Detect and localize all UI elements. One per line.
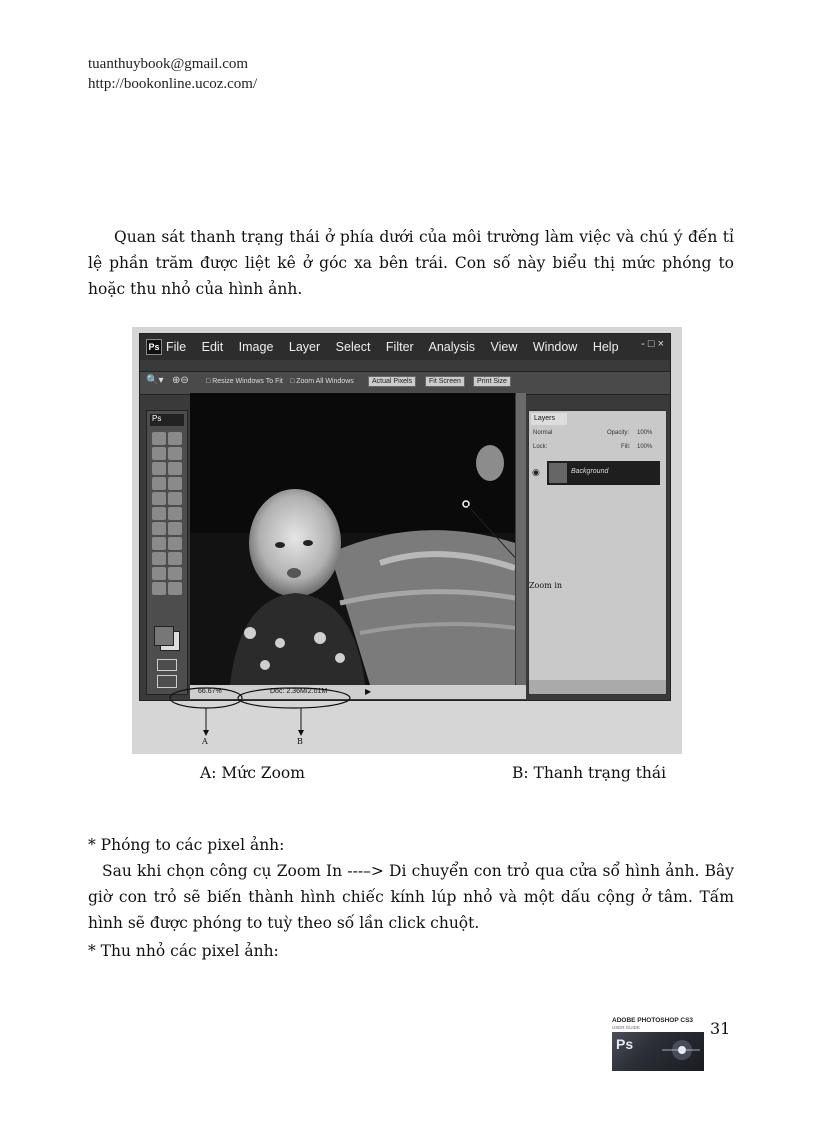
menu-window[interactable]: Window: [532, 340, 578, 354]
menu-edit[interactable]: Edit: [201, 340, 224, 354]
zoom-level[interactable]: 66.67%: [198, 688, 222, 695]
book-logo: [612, 1017, 704, 1071]
visibility-eye-icon[interactable]: ◉: [532, 468, 540, 478]
section-zoom-out-title: * Thu nhỏ các pixel ảnh:: [88, 942, 279, 960]
paragraph-zoom-in-text: Sau khi chọn công cụ Zoom In ---–> Di chuyển con trỏ qua cửa sổ hình ảnh. Bây giờ con trỏ sẽ biến thành hình chiếc kính lúp nhỏ và một dấu cộng ở tâm. Tấm hình sẽ được phóng to tuỳ theo số lần click chuột.: [88, 862, 734, 932]
layer-name: Background: [571, 468, 609, 475]
header-url: http://bookonline.ucoz.com/: [88, 76, 258, 92]
menu-select[interactable]: Select: [335, 340, 371, 354]
zoom-in-out-icon[interactable]: ⊕⊖: [172, 375, 189, 386]
paragraph-intro-text: Quan sát thanh trạng thái ở phía dưới của môi trường làm việc và chú ý đến tỉ lệ phần trăm được liệt kê ở góc xa bên trái. Con số này biểu thị mức phóng to hoặc thu nhỏ của hình ảnh.: [88, 228, 734, 298]
book-logo-title: ADOBE PHOTOSHOP CS3: [612, 1017, 694, 1024]
fill-value[interactable]: 100%: [637, 444, 653, 450]
section-zoom-in-title: * Phóng to các pixel ảnh:: [88, 836, 285, 854]
toolbox-title: Ps: [150, 414, 184, 426]
book-logo-image: [612, 1032, 704, 1071]
opacity-label: Opacity:: [607, 430, 630, 436]
paragraph-intro: [88, 224, 734, 302]
caption-b: B: Thanh trạng thái: [512, 764, 667, 782]
zoom-tool-icon[interactable]: 🔍▾: [146, 375, 164, 386]
menu-help[interactable]: Help: [592, 340, 619, 354]
caption-a: A: Mức Zoom: [200, 764, 305, 782]
menu-image[interactable]: Image: [238, 340, 274, 354]
menu-layer[interactable]: Layer: [288, 340, 321, 354]
lock-label: Lock:: [533, 444, 548, 450]
paragraph-zoom-in: [88, 858, 734, 936]
label-b: B: [297, 737, 303, 746]
window-controls-icon[interactable]: - □ ×: [641, 338, 664, 350]
photoshop-screenshot: [132, 327, 682, 754]
menu-filter[interactable]: Filter: [385, 340, 414, 354]
page-header: [88, 54, 257, 94]
resize-windows-checkbox[interactable]: □ Resize Windows To Fit: [206, 378, 283, 385]
actual-pixels-button[interactable]: Actual Pixels: [368, 376, 416, 387]
print-size-button[interactable]: Print Size: [473, 376, 511, 387]
zoom-all-windows-checkbox[interactable]: □ Zoom All Windows: [290, 378, 354, 385]
status-menu-arrow-icon[interactable]: ▶: [365, 687, 372, 696]
fill-label: Fill:: [621, 444, 631, 450]
page-number: 31: [710, 1019, 731, 1038]
layers-tab[interactable]: Layers: [531, 413, 567, 425]
blend-mode-select[interactable]: Normal: [533, 430, 553, 436]
header-email: tuanthuybook@gmail.com: [88, 56, 249, 72]
lens-flare-icon: [652, 1036, 700, 1068]
book-logo-ps: Ps: [616, 1036, 634, 1052]
opacity-value[interactable]: 100%: [637, 430, 653, 436]
menu-file[interactable]: File: [166, 340, 187, 354]
ps-logo-icon: Ps: [146, 339, 162, 355]
label-a: A: [202, 737, 208, 746]
menu-view[interactable]: View: [490, 340, 518, 354]
book-logo-subtitle: USER GUIDE: [612, 1025, 641, 1030]
callout-lines: [132, 327, 682, 754]
fit-screen-button[interactable]: Fit Screen: [425, 376, 465, 387]
doc-size[interactable]: Doc: 2.36M/2.01M: [270, 688, 328, 695]
menu-analysis[interactable]: Analysis: [428, 340, 476, 354]
zoom-in-annotation: Zoom in: [529, 581, 563, 590]
